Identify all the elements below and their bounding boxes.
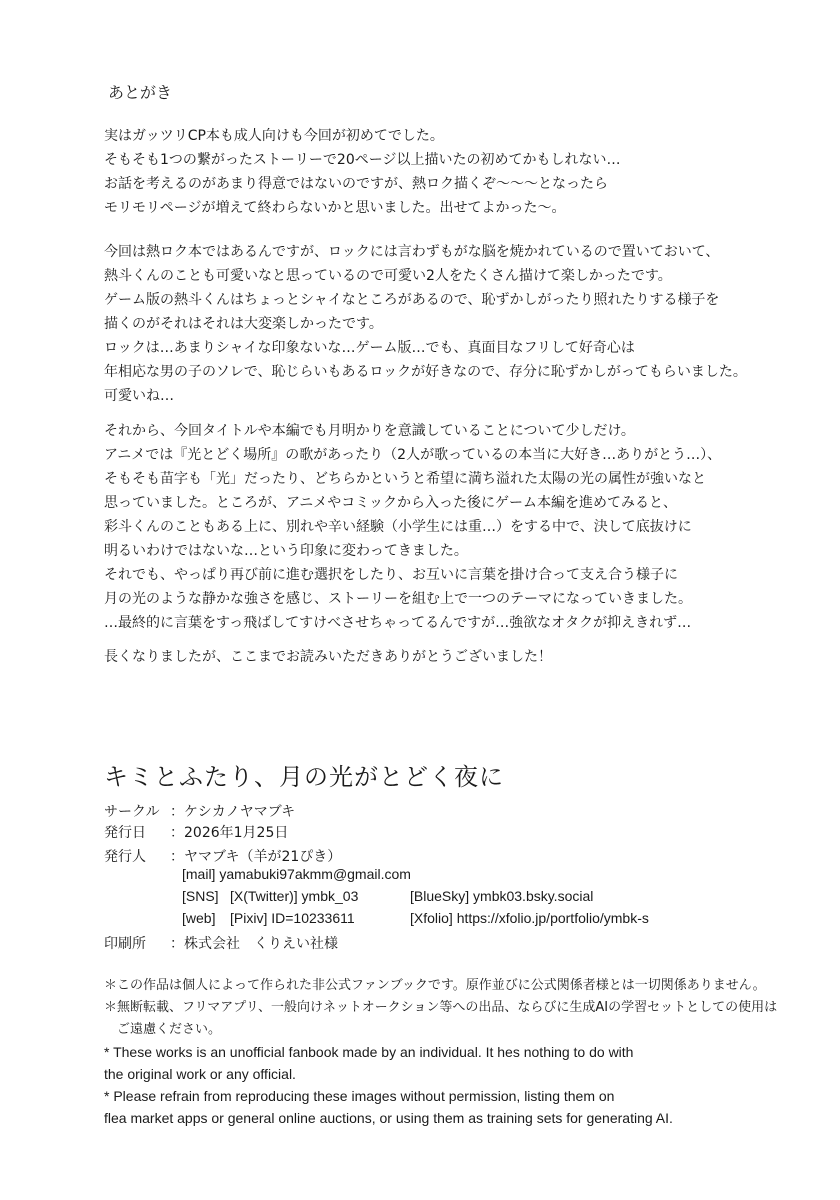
- text-line: 明るいわけではないな…という印象に変わってきました。: [104, 543, 468, 559]
- publisher-label: 発行人: [104, 849, 146, 865]
- text-line: 描くのがそれはそれは大変楽しかったです。: [104, 316, 383, 332]
- publish-date: ：2026年1月25日: [170, 825, 289, 841]
- printer-label: 印刷所: [104, 936, 146, 952]
- text-line: 年相応な男の子のソレで、恥じらいもあるロックが好きなので、存分に恥ずかしがってもらいました。: [104, 364, 747, 380]
- web-label: [web]: [182, 910, 216, 926]
- afterword-paragraph-1: [104, 124, 824, 220]
- text-line: 可愛いね…: [104, 388, 174, 404]
- note-line-en: * Please refrain from reproducing these images without permission, listing them on: [104, 1088, 615, 1104]
- note-line-jp: ＊無断転載、フリマアプリ、一般向けネットオークション等への出品、ならびに生成AIの学習セットとしての使用は: [104, 1000, 778, 1015]
- bluesky-account: [BlueSky] ymbk03.bsky.social: [410, 888, 594, 904]
- note-line-en: flea market apps or general online auctions, or using them as training sets for generating AI.: [104, 1110, 673, 1126]
- text-line: アニメでは『光とどく場所』の歌があったり（2人が歌っているの本当に大好き…ありがとう…）、: [104, 447, 722, 463]
- pixiv-id: [Pixiv] ID=10233611: [230, 910, 355, 926]
- sns-label: [SNS]: [182, 888, 219, 904]
- afterword-closing: [104, 645, 824, 669]
- text-line: 実はガッツリCP本も成人向けも今回が初めてでした。: [104, 128, 444, 144]
- afterword-heading: あとがき: [108, 83, 173, 102]
- text-line: ロックは…あまりシャイな印象ないな…ゲーム版…でも、真面目なフリして好奇心は: [104, 340, 635, 356]
- xfolio-url: [Xfolio] https://xfolio.jp/portfolio/ymbk-s: [410, 910, 649, 926]
- text-line: そもそも苗字も「光」だったり、どちらかというと希望に満ち溢れた太陽の光の属性が強いなと: [104, 471, 706, 487]
- text-line: それから、今回タイトルや本編でも月明かりを意識していることについて少しだけ。: [104, 423, 635, 439]
- publisher-name: ：ヤマブキ（羊が21ぴき）: [170, 849, 342, 865]
- text-line: 今回は熱ロク本ではあるんですが、ロックには言わずもがな脳を焼かれているので置いておいて、: [104, 244, 720, 260]
- text-line: 月の光のような静かな強さを感じ、ストーリーを組む上で一つのテーマになっていきました。: [104, 591, 692, 607]
- printer-name: ：株式会社 くりえい社様: [170, 936, 338, 952]
- text-line: ゲーム版の熱斗くんはちょっとシャイなところがあるので、恥ずかしがったり照れたりする様子を: [104, 292, 720, 308]
- text-line: 長くなりましたが、ここまでお読みいただきありがとうございました！: [104, 649, 552, 665]
- text-line: 熱斗くんのことも可愛いなと思っているので可愛い2人をたくさん描けて楽しかったです。: [104, 268, 672, 284]
- date-label: 発行日: [104, 825, 146, 841]
- afterword-paragraph-2: [104, 240, 824, 408]
- text-line: それでも、やっぱり再び前に進む選択をしたり、お互いに言葉を掛け合って支え合う様子に: [104, 567, 678, 583]
- twitter-account: [X(Twitter)] ymbk_03: [230, 888, 359, 904]
- text-line: お話を考えるのがあまり得意ではないのですが、熱ロク描くぞ〜〜〜となったら: [104, 176, 608, 192]
- circle-name: ：ケシカノヤマブキ: [170, 804, 296, 820]
- book-title: キミとふたり、月の光がとどく夜に: [104, 763, 504, 791]
- note-line-en: * These works is an unofficial fanbook made by an individual. It hes nothing to do with: [104, 1044, 634, 1060]
- mail-address: [mail] yamabuki97akmm@gmail.com: [182, 866, 411, 882]
- note-line-jp: ＊この作品は個人によって作られた非公式ファンブックです。原作並びに公式関係者様とは一切関係ありません。: [104, 978, 766, 993]
- afterword-paragraph-3: [104, 419, 824, 635]
- disclaimer-notes: [104, 975, 834, 1129]
- note-line-en: the original work or any official.: [104, 1066, 296, 1082]
- note-line-jp: ご遠慮ください。: [104, 1022, 222, 1037]
- text-line: そもそも1つの繋がったストーリーで20ページ以上描いたの初めてかもしれない…: [104, 152, 621, 168]
- text-line: 思っていました。ところが、アニメやコミックから入った後にゲーム本編を進めてみると、: [104, 495, 678, 511]
- text-line: …最終的に言葉をすっ飛ばしてすけべさせちゃってるんですが…強欲なオタクが抑えきれず…: [104, 615, 692, 631]
- text-line: モリモリページが増えて終わらないかと思いました。出せてよかった〜。: [104, 200, 566, 216]
- text-line: 彩斗くんのこともある上に、別れや辛い経験（小学生には重…）をする中で、決して底抜けに: [104, 519, 692, 535]
- circle-label: サークル: [104, 804, 160, 820]
